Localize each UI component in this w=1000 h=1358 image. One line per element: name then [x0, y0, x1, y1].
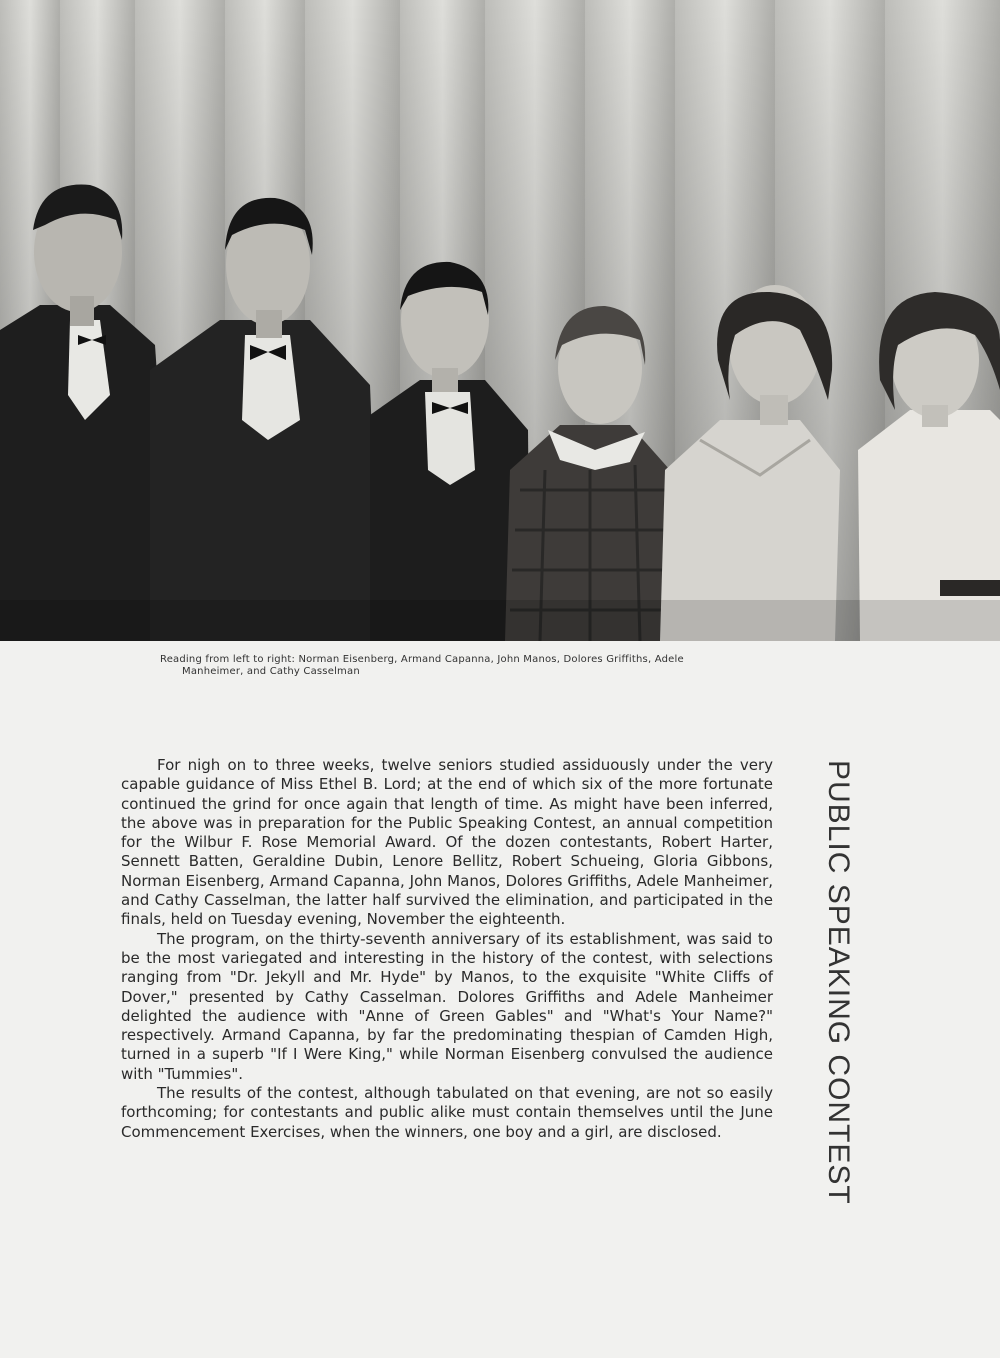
- caption-line-1: Reading from left to right: Norman Eisenberg, Armand Capanna, John Manos, Dolores Griffiths, Adele: [160, 654, 684, 665]
- paragraph-2: The program, on the thirty-seventh anniversary of its establishment, was said to be the most variegated and interesting in the history of the contest, with selections ranging from "Dr. Jekyll and Mr. Hyde" by Manos, to the exquisite "White Cliffs of Dover," presented by Cathy Casselman. Dolores Griffiths and Adele Manheimer delighted the audience with "Anne of Green Gables" and "What's Your Name?" respectively. Armand Capanna, by far the predominating thespian of Camden High, turned in a superb "If I Were King," while Norman Eisenberg convulsed the audience with "Tummies".: [121, 929, 773, 1083]
- paragraph-3: The results of the contest, although tabulated on that evening, are not so easily forthcoming; for contestants and public alike must contain themselves until the June Commencement Exercises, when the winners, one boy and a girl, are disclosed.: [121, 1084, 773, 1141]
- side-title-text: PUBLIC SPEAKING CONTEST: [822, 760, 855, 1205]
- paragraph-1: For nigh on to three weeks, twelve seniors studied assiduously under the very capable guidance of Miss Ethel B. Lord; at the end of which six of the more fortunate continued the grind for once again that length of time. As might have been inferred, the above was in preparation for the Public Speaking Contest, an annual competition for the Wilbur F. Rose Memorial Award. Of the dozen contestants, Robert Harter, Sennett Batten, Geraldine Dubin, Lenore Bellitz, Robert Schueing, Gloria Gibbons, Norman Eisenberg, Armand Capanna, John Manos, Dolores Griffiths, Adele Manheimer, and Cathy Casselman, the latter half survived the elimination, and participated in the finals, held on Tuesday evening, November the eighteenth.: [121, 756, 773, 929]
- article-body: [121, 756, 773, 1142]
- side-title: [805, 760, 855, 1220]
- contest-photo-illustration: [0, 0, 1000, 641]
- caption-line-2: Manheimer, and Cathy Casselman: [182, 666, 360, 677]
- contest-photo: [0, 0, 1000, 641]
- photo-caption: [160, 654, 810, 678]
